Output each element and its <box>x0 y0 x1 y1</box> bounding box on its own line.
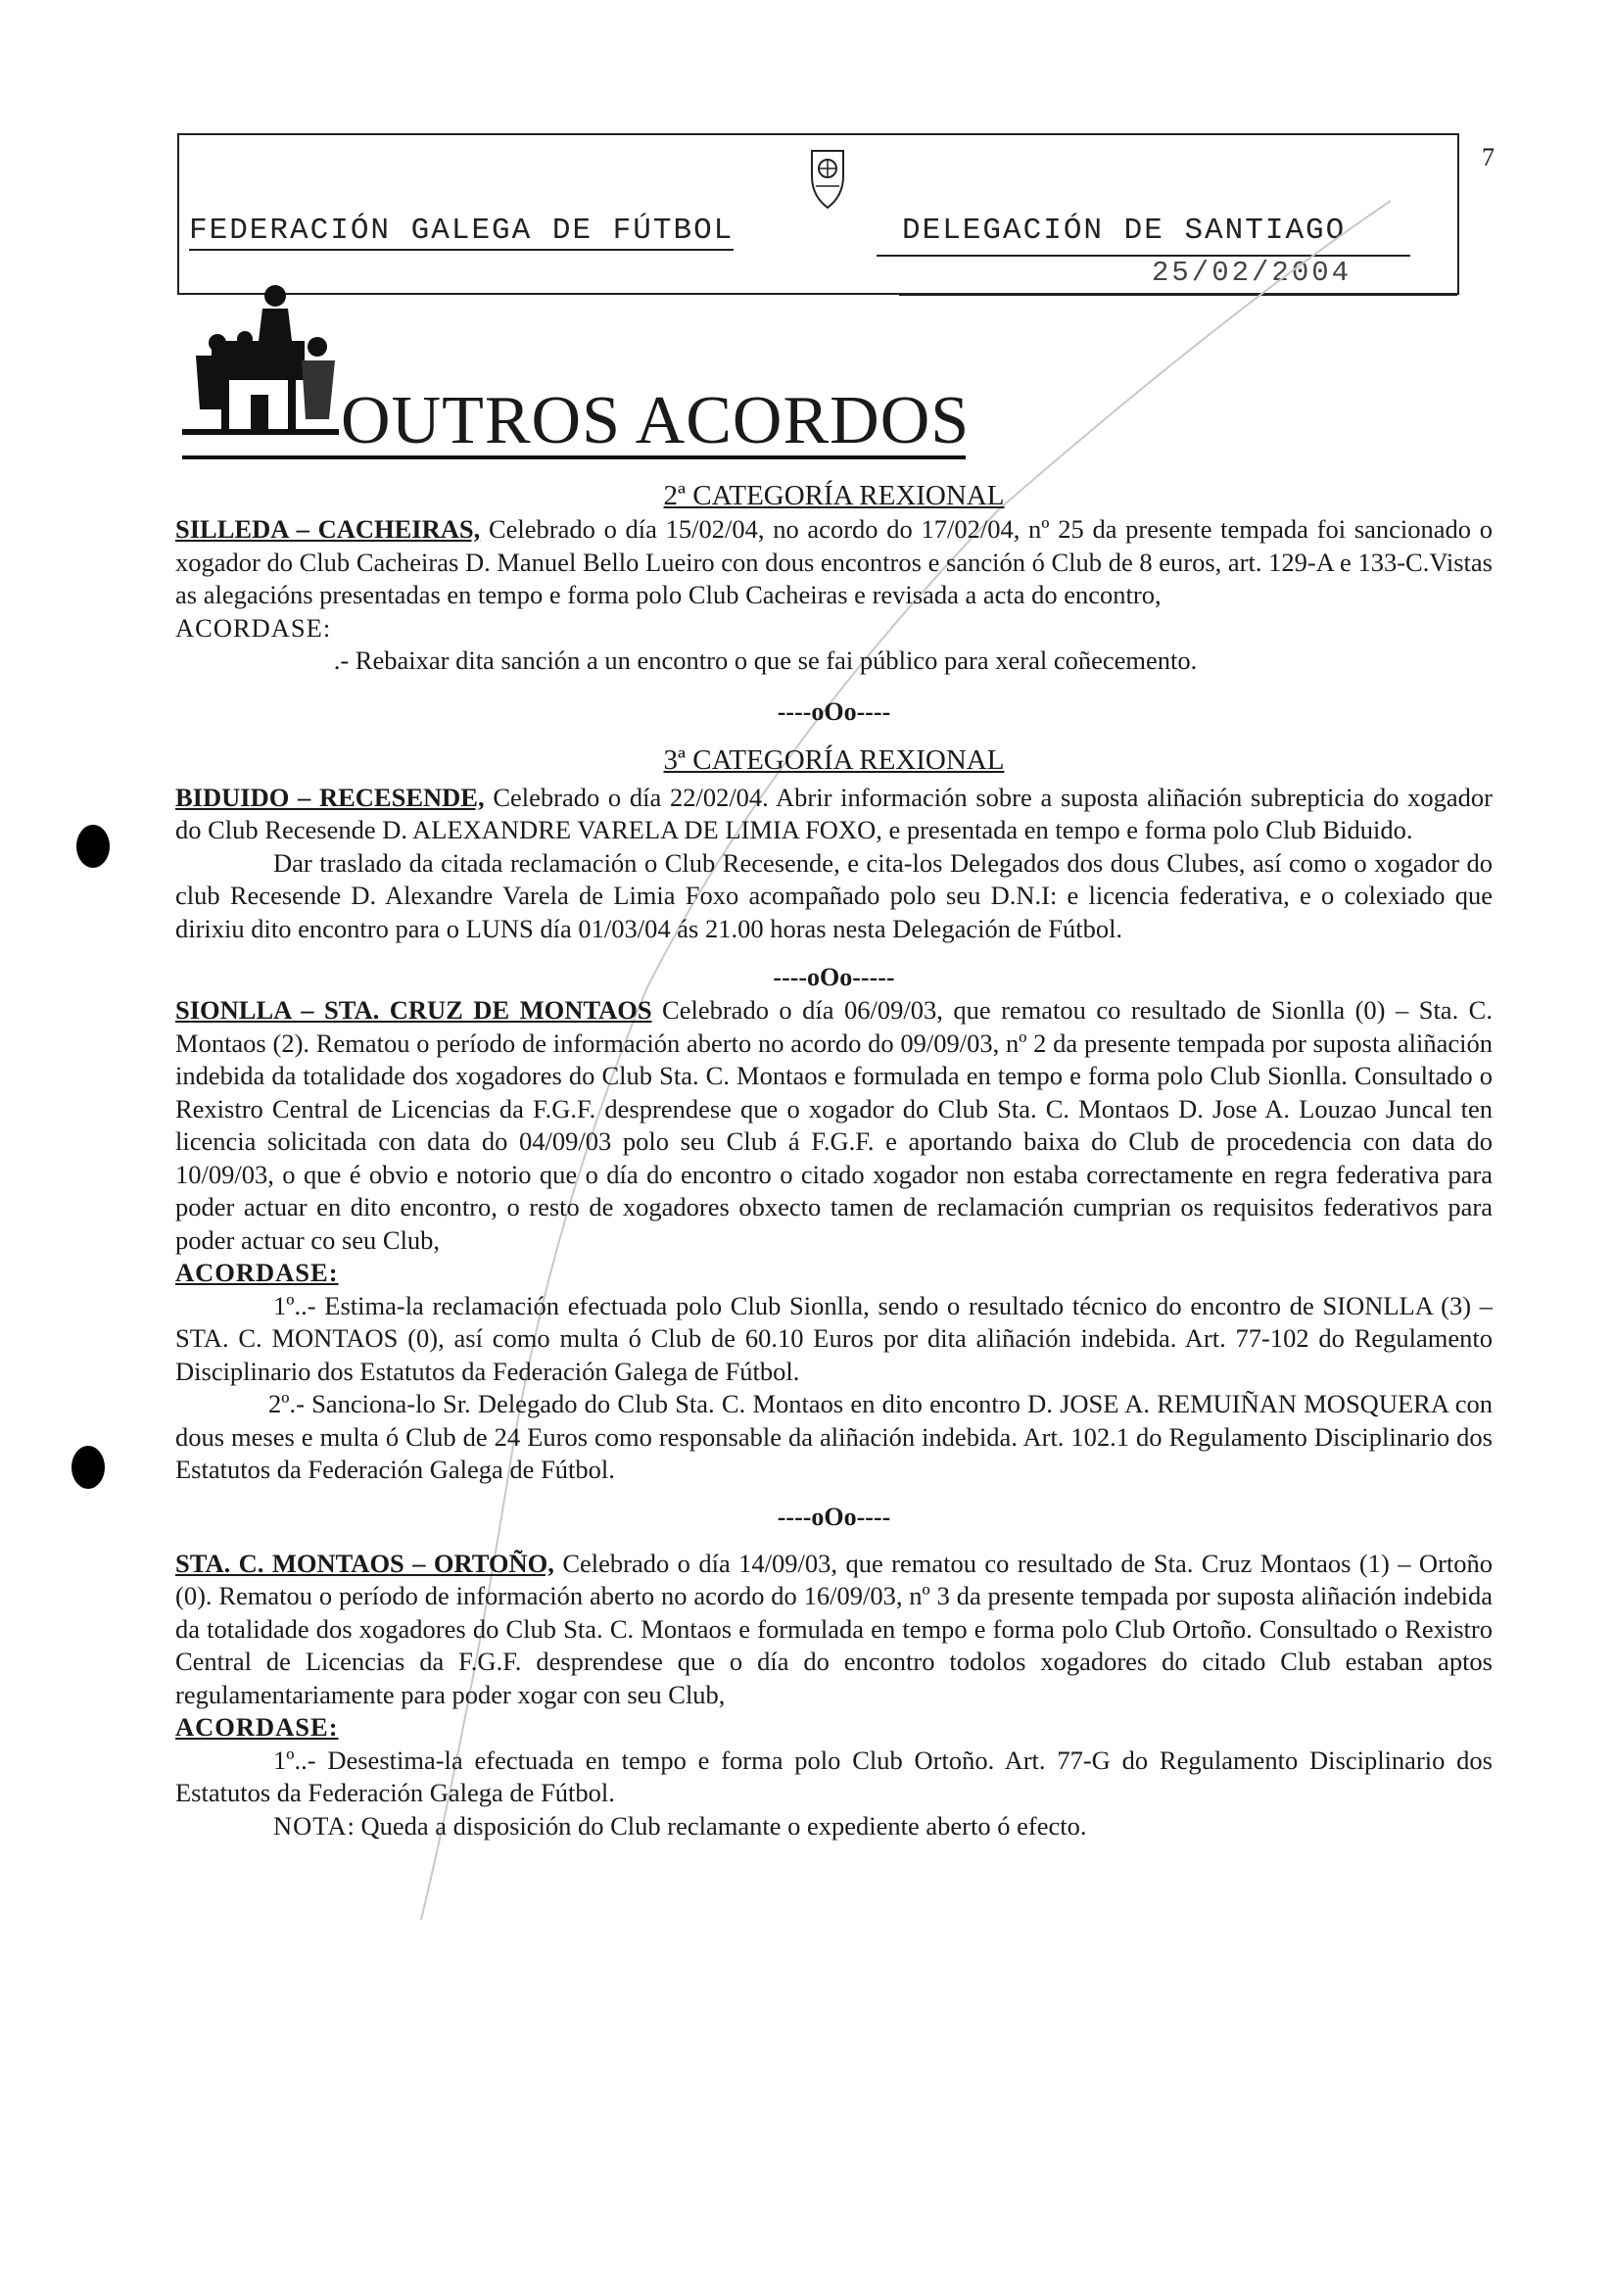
match-heading: BIDUIDO – RECESENDE, <box>175 782 485 812</box>
acordase-label: ACORDASE: <box>175 612 332 643</box>
separator: ----oOo---- <box>777 1502 891 1531</box>
resolution: 2º.- Sanciona-lo Sr. Delegado do Club Sta. C. Montaos en dito encontro D. JOSE A. REMUIÑAN MOSQUERA con dous meses e multa ó Club de 24 Euros como responsable da aliñación indebida. Art. 102.1 do Regulamento Disciplinario dos Estatutos da Federación Galega de Fútbol. <box>175 1389 1493 1484</box>
note <box>175 1810 1493 1843</box>
acordase-label <box>175 1711 1493 1745</box>
paragraph <box>175 513 1493 612</box>
header-date: 25/02/2004 <box>1152 257 1353 289</box>
match-heading: SILLEDA – CACHEIRAS, <box>175 514 481 544</box>
resolution: .- Rebaixar dita sanción a un encontro o que se fai público para xeral coñecemento. <box>333 646 1198 675</box>
note-text: : Queda a disposición do Club reclamante o expediente aberto ó efecto. <box>347 1810 1087 1841</box>
match-heading: SIONLLA – STA. CRUZ DE MONTAOS <box>175 995 652 1025</box>
meeting-people-icon <box>182 282 339 454</box>
separator: ----oOo----- <box>773 963 895 991</box>
separator: ----oOo---- <box>777 696 891 726</box>
acordase-label <box>175 1257 1493 1290</box>
date-rule <box>899 294 1457 296</box>
page-number: 7 <box>1482 143 1495 171</box>
paragraph-text: Celebrado o día 06/09/03, que rematou co resultado de Sionlla (0) – Sta. C. Montaos (2). Rematou o período de información aberto no acordo do 09/09/03, nº 2 da presente tempada por suposta aliñación indebida da totalidade dos xogadores do Club Sta. C. Montaos e formulada en tempo e forma polo Club Sionlla. Consultado o Rexistro Central de Licencias da F.G.F. desprendese que o xogador do Club Sta. C. Montaos D. Jose A. Louzao Juncal ten licencia solicitada con data do 04/09/03 polo seu Club á F.G.F. e aportando baixa do Club de procedencia con data do 10/09/03, o que é obvio e notorio que o día do encontro o citado xogador non estaba correctamente en regra federativa para poder actuar en dito encontro, o resto de xogadores obxecto tamen de reclamación cumprian os requisitos federativos para poder actuar co seu Club, <box>175 995 1493 1255</box>
match-heading: STA. C. MONTAOS – ORTOÑO, <box>175 1548 554 1578</box>
page-title: OUTROS ACORDOS <box>341 383 971 458</box>
section-category: 2ª CATEGORÍA REXIONAL <box>663 480 1005 511</box>
paragraph-text: Celebrado o día 15/02/04, no acordo do 17/02/04, nº 25 da presente tempada foi sancionado o xogador do Club Cacheiras D. Manuel Bello Lueiro con dous encontros e sanción ó Club de 8 euros, art. 129-A e 133-C.Vistas as alegacións presentadas en tempo e forma polo Club Cacheiras e revisada a acta do encontro, <box>175 514 1493 609</box>
punch-hole <box>71 1446 105 1489</box>
title-rule <box>182 455 966 459</box>
delegation-name: DELEGACIÓN DE SANTIAGO <box>902 214 1347 248</box>
resolution: 1º..- Desestima-la efectuada en tempo e forma polo Club Ortoño. Art. 77-G do Regulamento Disciplinario dos Estatutos da Federación Galega de Fútbol. <box>175 1745 1493 1807</box>
paragraph <box>175 782 1493 847</box>
paragraph-text: Celebrado o día 22/02/04. Abrir información sobre a suposta aliñación subrepticia do xogador do Club Recesende D. ALEXANDRE VARELA DE LIMIA FOXO, e presentada en tempo e forma polo Club Biduido. <box>175 782 1493 844</box>
federation-crest-icon <box>806 147 849 212</box>
document-body <box>175 478 1493 1842</box>
section-category: 3ª CATEGORÍA REXIONAL <box>663 743 1005 776</box>
federation-name: FEDERACIÓN GALEGA DE FÚTBOL <box>189 214 734 251</box>
paragraph <box>175 1548 1493 1712</box>
paragraph: Dar traslado da citada reclamación o Club Recesende, e cita-los Delegados dos dous Clubes, así como o xogador do club Recesende D. Alexandre Varela de Limia Foxo acompañado polo seu D.N.I: e licencia federativa, e o colexiado que dirixiu dito encontro para o LUNS día 01/03/04 ás 21.00 horas nesta Delegación de Fútbol. <box>175 847 1493 943</box>
acordase-text: ACORDASE: <box>175 1258 339 1287</box>
acordase-text: ACORDASE: <box>175 1712 339 1742</box>
letterhead <box>177 133 1459 295</box>
resolution: 1º..- Estima-la reclamación efectuada polo Club Sionlla, sendo o resultado técnico do encontro de SIONLLA (3) – STA. C. MONTAOS (0), así como multa ó Club de 60.10 Euros por dita aliñación indebida. Art. 77-102 do Regulamento Disciplinario dos Estatutos da Federación Galega de Fútbol. <box>175 1290 1493 1386</box>
paragraph <box>175 994 1493 1257</box>
paragraph-text: Celebrado o día 14/09/03, que rematou co resultado de Sta. Cruz Montaos (1) – Ortoño (0). Rematou o período de información aberto no acordo do 16/09/03, nº 3 da presente tempada por suposta aliñación indebida da totalidade dos xogadores do Club Sta. C. Montaos e formulada en tempo e forma polo Club Ortoño. Consultado o Rexistro Central de Licencias da F.G.F. desprendese que o día do encontro todolos xogadores do citado Club estaban aptos regulamentariamente para poder xogar con seu Club, <box>175 1548 1494 1709</box>
punch-hole <box>76 825 110 868</box>
note-label: NOTA <box>273 1810 348 1841</box>
